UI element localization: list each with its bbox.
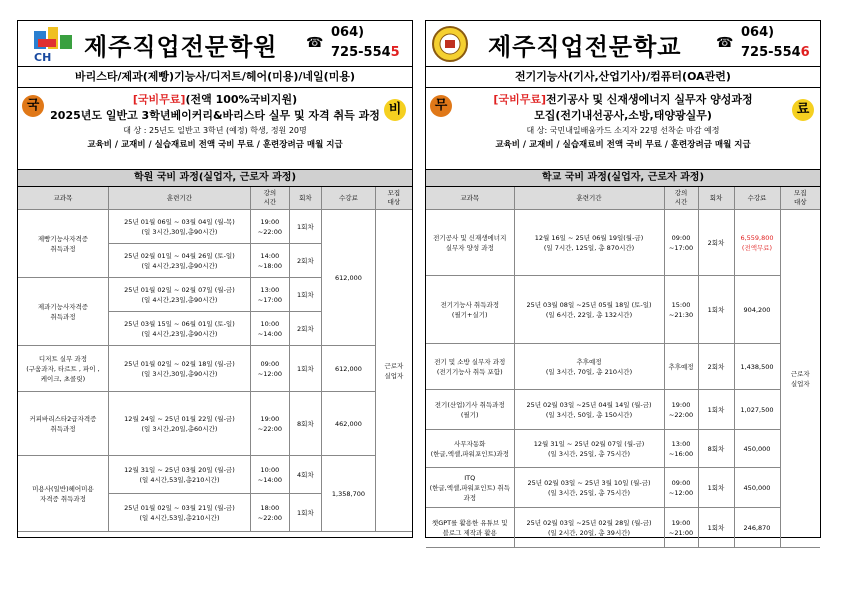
table-row: 미용사(일반)헤어미용 자격증 취득과정 12월 31일 ~ 25년 03월 20일 (월-금) (일 4시간,53일,총210시간) 10:00 ~14:00 4회차 1,358,700 — [18, 456, 412, 494]
table-row: 커피바리스타2급자격증 취득과정 12월 24일 ~ 25년 01월 22일 (월-금) (일 3시간,20일,총60시간) 19:00 ~22:00 8회차 462,000 — [18, 392, 412, 456]
table-header-row — [426, 187, 820, 210]
badge-left: 무 — [430, 95, 452, 117]
header-cell: 수강료 — [322, 187, 376, 210]
table-row: 전기공사 및 신재생에너지 실무자 양성 과정 12월 16일 ~ 25년 06월 19일(월-금) (일 7시간, 125일, 총 870시간) 09:00 ~17:00 2회차 6,559,800 (전액무료) 근로자 실업자 — [426, 210, 820, 276]
header-cell: 모집 대상 — [375, 187, 412, 210]
course-table — [426, 187, 820, 548]
section-title: 학원 국비 과정(실업자, 근로자 과정) — [18, 170, 412, 187]
academy-logo — [30, 27, 76, 63]
header-cell: 회차 — [698, 187, 734, 210]
course-table — [18, 187, 412, 532]
school-panel — [425, 20, 821, 538]
promo-target: 대 상 : 25년도 일반고 3학년 (예정) 학생, 정원 20명 — [123, 126, 307, 135]
phone-number: 064) 725-5546 — [741, 25, 810, 60]
header-cell: 훈련기간 — [514, 187, 664, 210]
table-row: 챗GPT를 활용한 유튜브 및 블로그 제작과 활용 25년 02월 03일 ~25년 02월 28일 (월-금) (일 2시간, 20일, 총 39시간) 19:00 ~21:00 1회차 246,870 — [426, 508, 820, 548]
course-categories: 바리스타/제과(제빵)기능사/디저트/헤어(미용)/네일(미용) — [18, 67, 412, 88]
school-title: 제주직업전문학교 — [488, 33, 682, 61]
table-row: 25년 01월 02일 ~ 03월 21일 (월-금) (일 4시간,53일,총210시간) 18:00 ~22:00 1회차 — [18, 494, 412, 532]
badge-right: 료 — [792, 99, 814, 121]
promo-tag: [국비무료] — [493, 93, 546, 106]
svg-text:CH: CH — [34, 51, 52, 63]
header-cell: 회차 — [289, 187, 321, 210]
promo-tag: [국비무료] — [132, 93, 186, 106]
promo-box: 무 료 [국비무료]전기공사 및 신재생에너지 실무자 양성과정 모집(전기내선공사,소방,태양광실무) 대 상: 국민내일배움카드 소지자 22명 선착순 마감 예정 교육비 / 교재비 / 실습재료비 전액 국비 무료 / 훈련장려금 매월 지급 — [426, 91, 820, 170]
table-row: 25년 03월 15일 ~ 06월 01일 (토-일) (일 4시간,23일,총90시간) 10:00 ~14:00 2회차 — [18, 312, 412, 346]
table-row: 제빵기능사자격증 취득과정 25년 01월 06일 ~ 03월 04일 (월-목) (일 3시간,30일,총90시간) 19:00 ~22:00 1회차 612,000 근로자 실업자 — [18, 210, 412, 244]
promo-box: 국 비 [국비무료](전액 100%국비지원) 2025년도 일반고 3학년베이커리&바리스타 실무 및 자격 취득 과정 대 상 : 25년도 일반고 3학년 (예정) 학생, 정원 20명 교육비 / 교재비 / 실습재료비 전액 국비 무료 / 훈련장려금 매월 지급 — [18, 91, 412, 170]
table-row: 전기기능사 취득과정 (필기+실기) 25년 03월 08일 ~25년 05월 18일 (토-일) (일 6시간, 22일, 총 132시간) 15:00 ~21:30 1회차 904,200 — [426, 276, 820, 344]
header-cell: 강의 시간 — [664, 187, 698, 210]
table-row: 전기(산업)기사 취득과정 (필기) 25년 02월 03일 ~25년 04월 14일 (월-금) (일 3시간, 50일, 총 150시간) 19:00 ~22:00 1회차 1,027,500 — [426, 390, 820, 430]
table-row: 사무자동화 (한글,엑셀,파워포인트)과정 12월 31일 ~ 25년 02월 07일 (월-금) (일 3시간, 25일, 총 75시간) 13:00 ~16:00 8회차 450,000 — [426, 430, 820, 468]
table-row: 전기 및 소방 실무자 과정 (전기기능사 취득 포함) 추후예정 (일 3시간, 70일, 총 210시간) 추후예정 2회차 1,438,500 — [426, 344, 820, 390]
table-row: 디저트 실무 과정 (구움과자, 타르트 , 파이 , 케이크, 초콜릿) 25년 01월 02일 ~ 02월 18일 (월-금) (일 3시간,30일,총90시간) 09:00 ~12:00 1회차 612,000 — [18, 346, 412, 392]
table-header-row — [18, 187, 412, 210]
header-cell: 수강료 — [734, 187, 780, 210]
header-cell: 모집 대상 — [780, 187, 820, 210]
promo-headline: 2025년도 일반고 3학년베이커리&바리스타 실무 및 자격 취득 과정 — [50, 109, 380, 122]
promo-headline: 모집(전기내선공사,소방,태양광실무) — [534, 109, 712, 122]
table-row: 제과기능사자격증 취득과정 25년 01월 02일 ~ 02월 07일 (월-금) (일 4시간,23일,총90시간) 13:00 ~17:00 1회차 — [18, 278, 412, 312]
phone-icon: ☎ — [716, 35, 734, 51]
promo-benefits: 교육비 / 교재비 / 실습재료비 전액 국비 무료 / 훈련장려금 매월 지급 — [495, 140, 751, 150]
header-cell: 교과목 — [18, 187, 108, 210]
phone-number: 064) 725-5545 — [331, 25, 400, 60]
school-logo — [430, 25, 470, 63]
header-cell: 훈련기간 — [108, 187, 250, 210]
course-categories: 전기기능사(기사,산업기사)/컴퓨터(OA관련) — [426, 67, 820, 88]
header-cell: 교과목 — [426, 187, 514, 210]
section-title: 학교 국비 과정(실업자, 근로자 과정) — [426, 170, 820, 187]
badge-left: 국 — [22, 95, 44, 117]
promo-target: 대 상: 국민내일배움카드 소지자 22명 선착순 마감 예정 — [526, 126, 720, 135]
promo-benefits: 교육비 / 교재비 / 실습재료비 전액 국비 무료 / 훈련장려금 매월 지급 — [87, 140, 343, 150]
table-row: ITQ (한글,엑셀,파워포인트) 취득 과정 25년 02월 03일 ~ 25년 3월 10일 (월-금) (일 3시간, 25일, 총 75시간) 09:00 ~12:00 1회차 450,000 — [426, 468, 820, 508]
academy-panel — [17, 20, 413, 538]
panel-header — [426, 21, 820, 67]
phone-icon: ☎ — [306, 35, 324, 51]
header-cell: 강의 시간 — [251, 187, 290, 210]
table-row: 25년 02월 01일 ~ 04월 26일 (토-일) (일 4시간,23일,총90시간) 14:00 ~18:00 2회차 — [18, 244, 412, 278]
academy-title: 제주직업전문학원 — [84, 33, 278, 61]
panel-header — [18, 21, 412, 67]
badge-right: 비 — [384, 99, 406, 121]
